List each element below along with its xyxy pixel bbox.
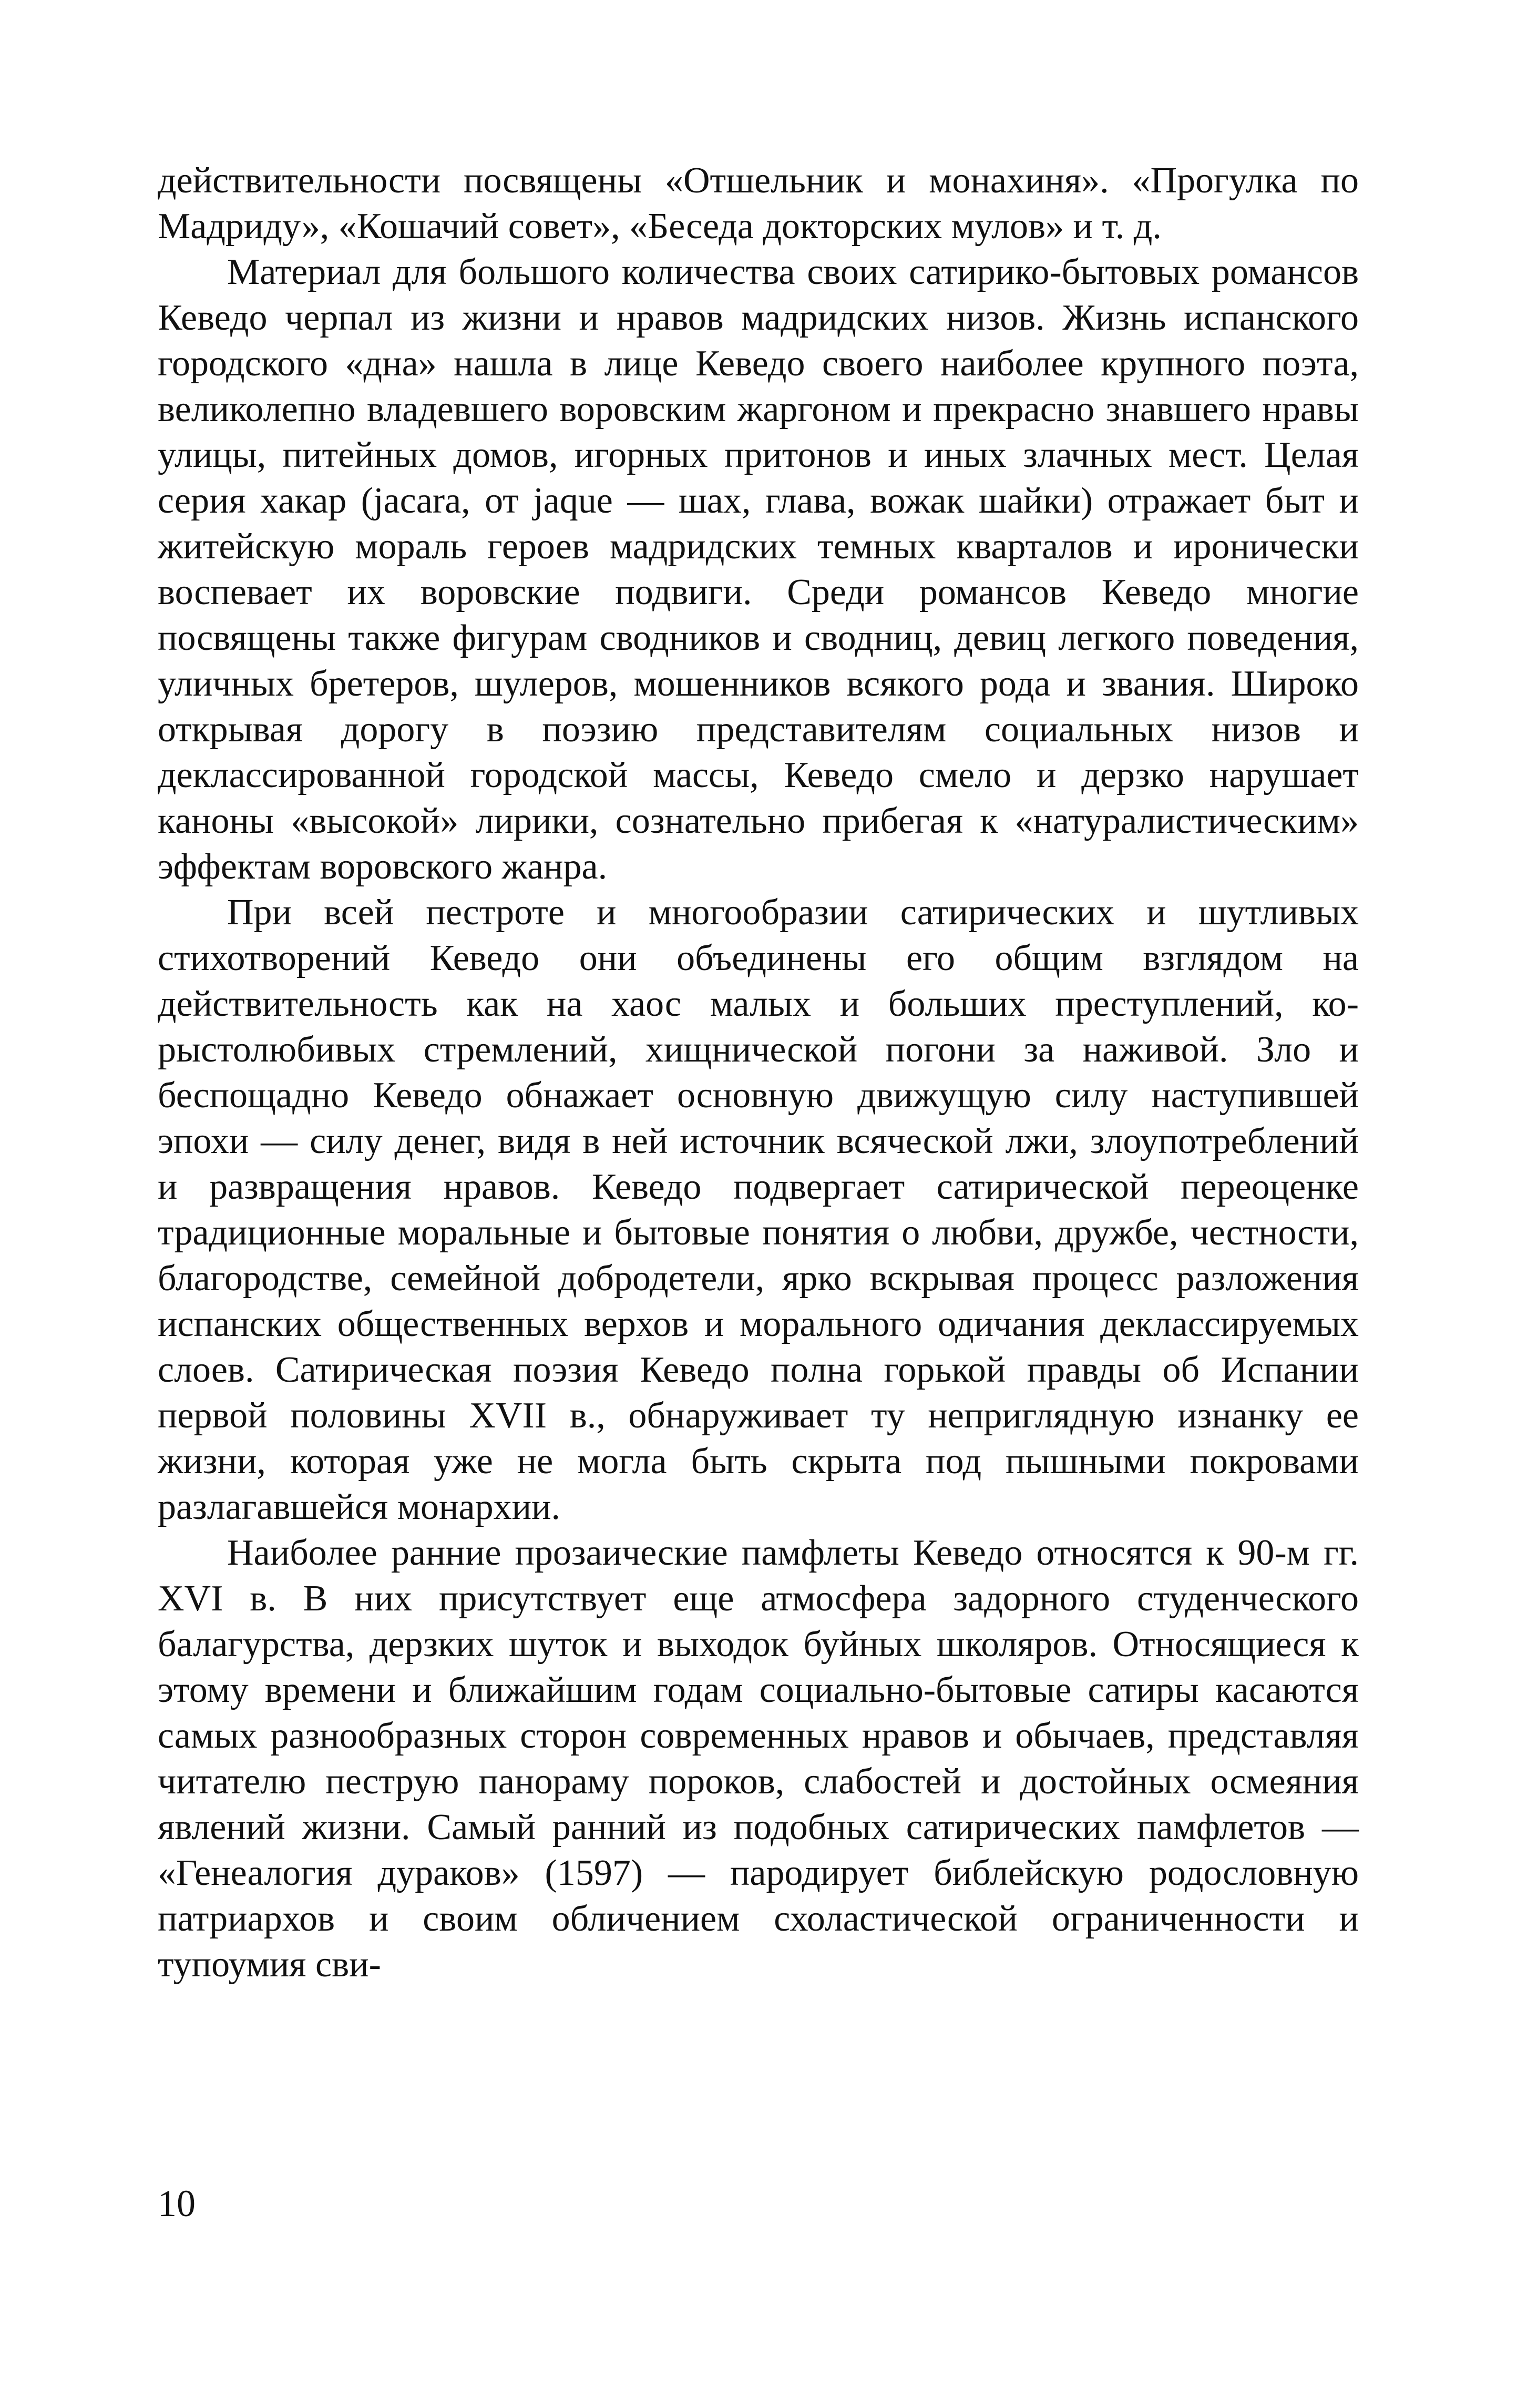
paragraph-quevedo-romances: Материал для большого количества своих сатирико-бытовых романсов Кеведо черпал из жизни и нравов мадридских низов. Жизнь испанского городского «дна» нашла в лице Кеведо своего наиболее крупного поэта, великолепно владевшего воровским жаргоном и прекрасно знавшего нравы улицы, питейных домов, игорных притонов и иных злачных мест. Целая серия хакар (jacara, от jaque — шах, глава, вожак шайки) отражает быт и житейскую мораль героев мадридских темных кварталов и иронически воспевает их воровские подвиги. Среди романсов Кеведо многие посвящены также фигурам сводников и сводниц, девиц легкого поведения, уличных бретеров, шулеров, мошенников всякого рода и звания. Широко открывая дорогу в поэзию представителям социальных низов и деклассированной городской массы, Кеведо смело и дерзко нарушает каноны «высокой» лирики, сознательно прибегая к «натуралистическим» эффектам воровского жанра. <box>158 252 1359 887</box>
paragraph-continuation: действительности посвящены «Отшельник и монахиня». «Прогулка по Мадриду», «Кошачий совет», «Беседа докторских мулов» и т. д. <box>158 160 1359 247</box>
paragraph-satirical-poems: При всей пестроте и многообразии сатирических и шутливых стихотворений Кеведо они объединены его общим взглядом на действительность как на хаос малых и больших преступлений, корыстолюбивых стремлений, хищнической погони за наживой. Зло и беспощадно Кеведо обнажает основную движущую силу наступившей эпохи — силу денег, видя в ней источник всяческой лжи, злоупотреблений и развращения нравов. Кеведо подвергает сатирической переоценке традиционные моральные и бытовые понятия о любви, дружбе, честности, благородстве, семейной добродетели, ярко вскрывая процесс разложения испанских общественных верхов и морального одичания деклассируемых слоев. Сатирическая поэзия Кеведо полна горькой правды об Испании первой половины XVII в., обнаруживает ту неприглядную изнанку ее жизни, которая уже не могла быть скрыта под пышными покровами разлагавшейся монархии. <box>158 892 1359 1527</box>
body-text <box>158 158 1359 1987</box>
paragraph-prose-pamphlets: Наиболее ранние прозаические памфлеты Кеведо относятся к 90-м гг. XVI в. В них присутствует еще атмосфера задорного студенческого балагурства, дерзких шуток и выходок буйных школяров. Относящиеся к этому времени и ближайшим годам социально-бытовые сатиры касаются самых разнообразных сторон современных нравов и обычаев, представляя читателю пеструю панораму пороков, слабостей и достойных осмеяния явлений жизни. Самый ранний из подобных сатирических памфлетов — «Генеалогия дураков» (1597) — пародирует библейскую родословную патриархов и своим обличением схоластической ограниченности и тупоумия сви- <box>158 1533 1359 1985</box>
page-number: 10 <box>158 2182 196 2225</box>
